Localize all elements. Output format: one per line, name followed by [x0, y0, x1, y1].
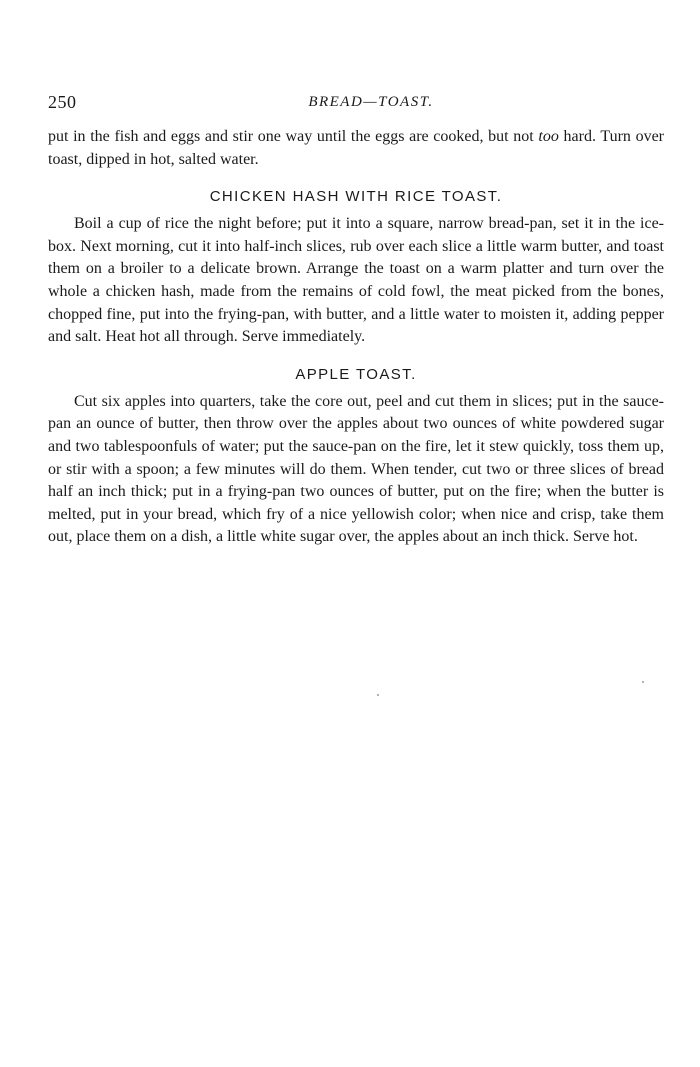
section-heading-apple-toast: APPLE TOAST. — [295, 365, 417, 383]
section-body-apple-toast: Cut six apples into quarters, take the core out, peel and cut them in slices; put in the sauce-pan an ounce of butter, then throw over the apples about two ounces of white powdered sugar and two tablespoonfuls of water; put the sauce-pan on the fire, let it stew quickly, toss them up, or stir with a spoon; a few minutes will do them. When tender, cut two or three slices of bread half an inch thick; put in a frying-pan two ounces of butter, put on the fire; when the butter is melted, put in your bread, which fry of a nice yellowish color; when nice and crisp, take them out, place them on a dish, a little white sugar over, the apples about an inch thick. Serve hot. — [48, 392, 664, 546]
paper-speck — [642, 681, 644, 683]
continued-text-italic: too — [538, 128, 559, 145]
running-head — [48, 92, 664, 120]
section-heading-chicken-hash: CHICKEN HASH WITH RICE TOAST. — [209, 188, 503, 206]
book-page — [48, 92, 664, 549]
page-number: 250 — [48, 92, 77, 112]
continued-text-start: put in the fish and eggs and stir one way until the eggs are cooked, but not — [48, 128, 539, 145]
continued-paragraph — [48, 126, 664, 171]
running-title: BREAD—TOAST. — [308, 94, 434, 110]
continued-text-end: hard. Turn over toast, dipped in hot, salted water. — [48, 128, 664, 168]
section-body-chicken-hash: Boil a cup of rice the night before; put it into a square, narrow bread-pan, set it in the ice-box. Next morning, cut it into half-inch slices, rub over each slice a little warm butter, and toast them on a broiler to a delicate brown. Arrange the toast on a warm platter and turn over the whole a chicken hash, made from the remains of cold fowl, the meat picked from the bones, chopped fine, put into the frying-pan, with butter, and a little water to moisten it, adding pepper and salt. Heat hot all through. Serve immediately. — [48, 215, 664, 346]
paper-speck — [377, 694, 379, 696]
